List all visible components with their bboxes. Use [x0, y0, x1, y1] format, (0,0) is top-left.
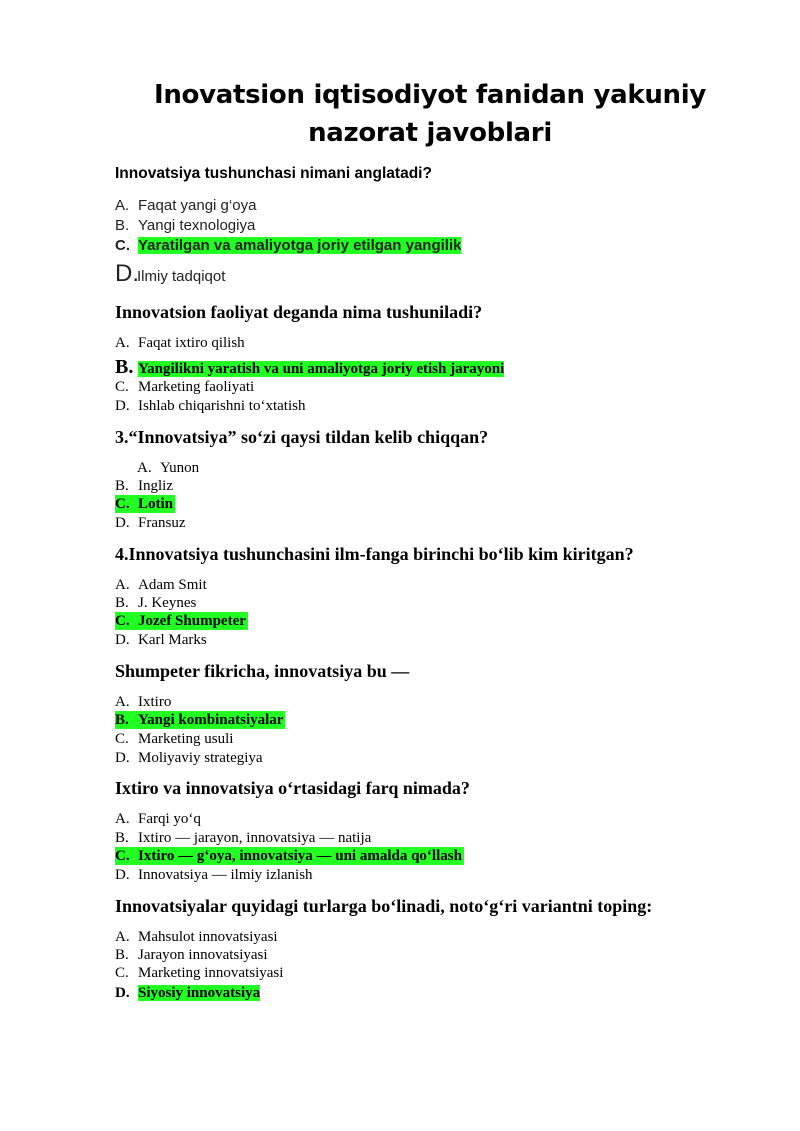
q1-option-b: B. Yangi texnologiya — [115, 217, 256, 234]
q2-option-b-correct: B. Yangilikni yaratish va uni amaliyotga joriy etish jarayoni — [115, 356, 505, 378]
q5-option-d: D. Moliyaviy strategiya — [115, 750, 263, 766]
q1-option-d: D.Ilmiy tadqiqot — [115, 260, 226, 287]
q7-option-a: A. Mahsulot innovatsiyasi — [115, 929, 278, 945]
q1-option-c-correct: C. Yaratilgan va amaliyotga joriy etilgan yangilik — [115, 237, 462, 254]
q7-option-c: C. Marketing innovatsiyasi — [115, 965, 284, 981]
q4-option-b: B. J. Keynes — [115, 595, 197, 611]
q2-option-a: A. Faqat ixtiro qilish — [115, 335, 245, 351]
q7-option-d-correct: D. Siyosiy innovatsiya — [115, 985, 261, 1001]
q3-option-a: A. Yunon — [137, 460, 200, 476]
question-7: Innovatsiyalar quyidagi turlarga bo‘linadi, noto‘g‘ri variantni toping: — [115, 896, 653, 916]
q2-option-c: C. Marketing faoliyati — [115, 379, 255, 395]
q6-option-a: A. Farqi yo‘q — [115, 811, 201, 827]
q3-option-c-correct: C. Lotin — [115, 496, 174, 512]
question-2: Innovatsion faoliyat deganda nima tushuniladi? — [115, 302, 483, 322]
q2-option-d: D. Ishlab chiqarishni to‘xtatish — [115, 398, 306, 414]
q5-option-b-correct: B. Yangi kombinatsiyalar — [115, 712, 284, 728]
question-5: Shumpeter fikricha, innovatsiya bu — — [115, 661, 410, 681]
q4-option-a: A. Adam Smit — [115, 577, 207, 593]
document-title: Inovatsion iqtisodiyot fanidan yakuniy nazorat javoblari — [153, 80, 707, 148]
question-1: Innovatsiya tushunchasi nimani anglatadi? — [115, 165, 432, 182]
q7-option-b: B. Jarayon innovatsiyasi — [115, 947, 268, 963]
q6-option-c-correct: C. Ixtiro — g‘oya, innovatsiya — uni amalda qo‘llash — [115, 848, 462, 864]
q3-option-b: B. Ingliz — [115, 478, 173, 494]
q4-option-d: D. Karl Marks — [115, 632, 207, 648]
q6-option-d: D. Innovatsiya — ilmiy izlanish — [115, 867, 313, 883]
q5-option-c: C. Marketing usuli — [115, 731, 234, 747]
q5-option-a: A. Ixtiro — [115, 694, 172, 710]
correct-answer-highlight: Yangilikni yaratish va uni amaliyotga joriy etish jarayoni — [138, 361, 505, 377]
q1-option-a: A. Faqat yangi g‘oya — [115, 197, 257, 214]
correct-answer-highlight: Yaratilgan va amaliyotga joriy etilgan yangilik — [138, 237, 462, 254]
q4-option-c-correct: C. Jozef Shumpeter — [115, 613, 246, 629]
question-6: Ixtiro va innovatsiya o‘rtasidagi farq nimada? — [115, 778, 470, 798]
q6-option-b: B. Ixtiro — jarayon, innovatsiya — natija — [115, 830, 372, 846]
correct-answer-highlight: Siyosiy innovatsiya — [138, 985, 261, 1001]
q3-option-d: D. Fransuz — [115, 515, 186, 531]
question-3: 3.“Innovatsiya” so‘zi qaysi tildan kelib chiqqan? — [115, 427, 489, 447]
question-4: 4.Innovatsiya tushunchasini ilm-fanga birinchi bo‘lib kim kiritgan? — [115, 544, 634, 564]
